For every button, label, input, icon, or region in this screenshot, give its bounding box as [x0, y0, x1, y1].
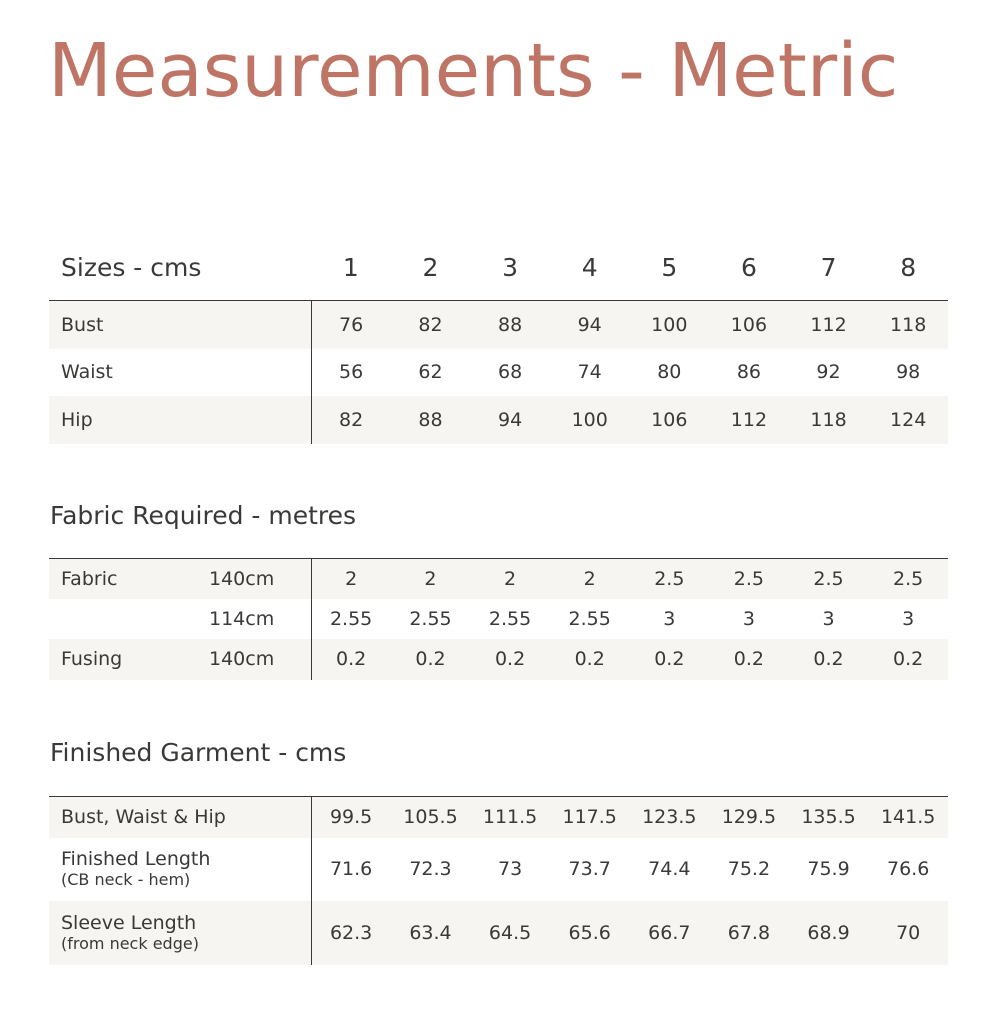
table-cell: 67.8 [709, 901, 789, 965]
table-cell: 82 [311, 396, 391, 444]
row-label [49, 838, 311, 901]
table-cell: 2 [470, 559, 550, 599]
size-heading: 3 [502, 252, 519, 282]
table-cell: 72.3 [409, 858, 452, 880]
size-heading: 6 [740, 252, 757, 282]
fabric-section-title: Fabric Required - metres [50, 501, 357, 530]
body-measurements-table [49, 233, 948, 444]
table-row [49, 396, 948, 444]
table-cell: 75.2 [727, 858, 771, 880]
row-label-note: (CB neck - hem) [61, 870, 191, 889]
table-cell: 0.2 [550, 639, 630, 680]
table-cell: 82 [391, 301, 471, 349]
fabric-width-label: 140cm [209, 567, 275, 590]
table-cell: 2 [550, 559, 630, 599]
table-cell: 118 [868, 301, 948, 349]
table-cell: 2 [391, 559, 471, 599]
table-cell: 100 [630, 301, 710, 349]
table-cell: 2.5 [709, 559, 789, 599]
table-row [49, 349, 948, 396]
garment-table [49, 796, 948, 965]
table-cell: 0.2 [868, 639, 948, 680]
fabric-width-label: 114cm [209, 607, 275, 630]
table-cell: 123.5 [630, 797, 710, 838]
table-cell: 118 [789, 396, 869, 444]
sizes-header-label: Sizes - cms [61, 252, 202, 282]
table-cell: 73 [497, 858, 523, 880]
table-cell: 106 [709, 301, 789, 349]
row-label: Bust [49, 301, 311, 349]
table-cell: 73.7 [568, 858, 611, 880]
table-cell: 111.5 [470, 797, 550, 838]
size-heading: 4 [581, 252, 598, 282]
fabric-width-label: 140cm [209, 648, 275, 671]
table-cell: 88 [470, 301, 550, 349]
table-cell: 71.6 [329, 858, 373, 880]
table-cell: 94 [550, 301, 630, 349]
table-cell: 94 [470, 396, 550, 444]
table-cell: 3 [902, 607, 915, 630]
table-cell: 98 [896, 361, 921, 383]
table-cell: 86 [736, 361, 761, 383]
table-cell: 68 [497, 361, 523, 383]
table-cell: 62 [418, 361, 443, 383]
table-cell: 56 [339, 361, 364, 383]
size-heading: 7 [820, 252, 837, 282]
row-label: Hip [49, 396, 311, 444]
table-cell: 74.4 [648, 858, 691, 880]
row-label [49, 901, 311, 965]
page-title: Measurements - Metric [48, 28, 899, 114]
table-cell: 141.5 [868, 797, 948, 838]
sizes-header-row [49, 234, 948, 301]
table-cell: 68.9 [789, 901, 869, 965]
table-cell: 63.4 [391, 901, 471, 965]
table-cell: 0.2 [630, 639, 710, 680]
row-label-main: Finished Length [61, 848, 211, 870]
table-cell: 0.2 [311, 639, 391, 680]
table-cell: 0.2 [470, 639, 550, 680]
table-cell: 64.5 [470, 901, 550, 965]
size-heading: 1 [342, 252, 359, 282]
table-cell: 3 [663, 607, 676, 630]
table-row [49, 797, 948, 838]
table-cell: 2.5 [789, 559, 869, 599]
row-label: Bust, Waist & Hip [49, 797, 311, 838]
row-label-note: (from neck edge) [61, 933, 199, 953]
table-cell: 99.5 [311, 797, 391, 838]
table-cell: 100 [550, 396, 630, 444]
row-label-main: Sleeve Length [61, 911, 197, 934]
size-heading: 5 [661, 252, 678, 282]
table-cell: 105.5 [391, 797, 471, 838]
row-label: Waist [49, 349, 311, 396]
table-cell: 88 [391, 396, 471, 444]
table-cell: 117.5 [550, 797, 630, 838]
table-row [49, 301, 948, 349]
table-cell: 76 [311, 301, 391, 349]
table-cell: 0.2 [789, 639, 869, 680]
size-heading: 2 [422, 252, 439, 282]
table-row [49, 599, 948, 639]
table-cell: 112 [789, 301, 869, 349]
row-label [49, 599, 311, 639]
table-cell: 0.2 [391, 639, 471, 680]
fabric-type-label: Fabric [61, 567, 118, 590]
table-row [49, 901, 948, 965]
row-label [49, 639, 311, 680]
table-cell: 124 [868, 396, 948, 444]
table-cell: 2.55 [568, 607, 611, 630]
table-cell: 2.5 [630, 559, 710, 599]
size-heading: 8 [900, 252, 917, 282]
table-cell: 2.55 [488, 607, 532, 630]
table-cell: 135.5 [789, 797, 869, 838]
table-cell: 75.9 [807, 858, 850, 880]
table-row [49, 639, 948, 680]
table-cell: 2.55 [409, 607, 452, 630]
table-cell: 0.2 [709, 639, 789, 680]
fabric-type-label: Fusing [61, 648, 123, 671]
table-row [49, 559, 948, 599]
row-label [49, 559, 311, 599]
fabric-table [49, 558, 948, 680]
table-cell: 76.6 [887, 858, 930, 880]
table-cell: 112 [709, 396, 789, 444]
table-cell: 66.7 [630, 901, 710, 965]
table-cell: 2.55 [329, 607, 373, 630]
table-cell: 3 [742, 607, 755, 630]
table-cell: 92 [816, 361, 841, 383]
table-cell: 80 [657, 361, 682, 383]
table-cell: 129.5 [709, 797, 789, 838]
table-cell: 70 [868, 901, 948, 965]
table-cell: 62.3 [311, 901, 391, 965]
table-cell: 3 [822, 607, 835, 630]
table-cell: 2.5 [868, 559, 948, 599]
table-cell: 106 [630, 396, 710, 444]
table-cell: 65.6 [550, 901, 630, 965]
table-cell: 74 [577, 361, 602, 383]
table-cell: 2 [311, 559, 391, 599]
garment-section-title: Finished Garment - cms [50, 738, 347, 767]
table-row [49, 838, 948, 901]
